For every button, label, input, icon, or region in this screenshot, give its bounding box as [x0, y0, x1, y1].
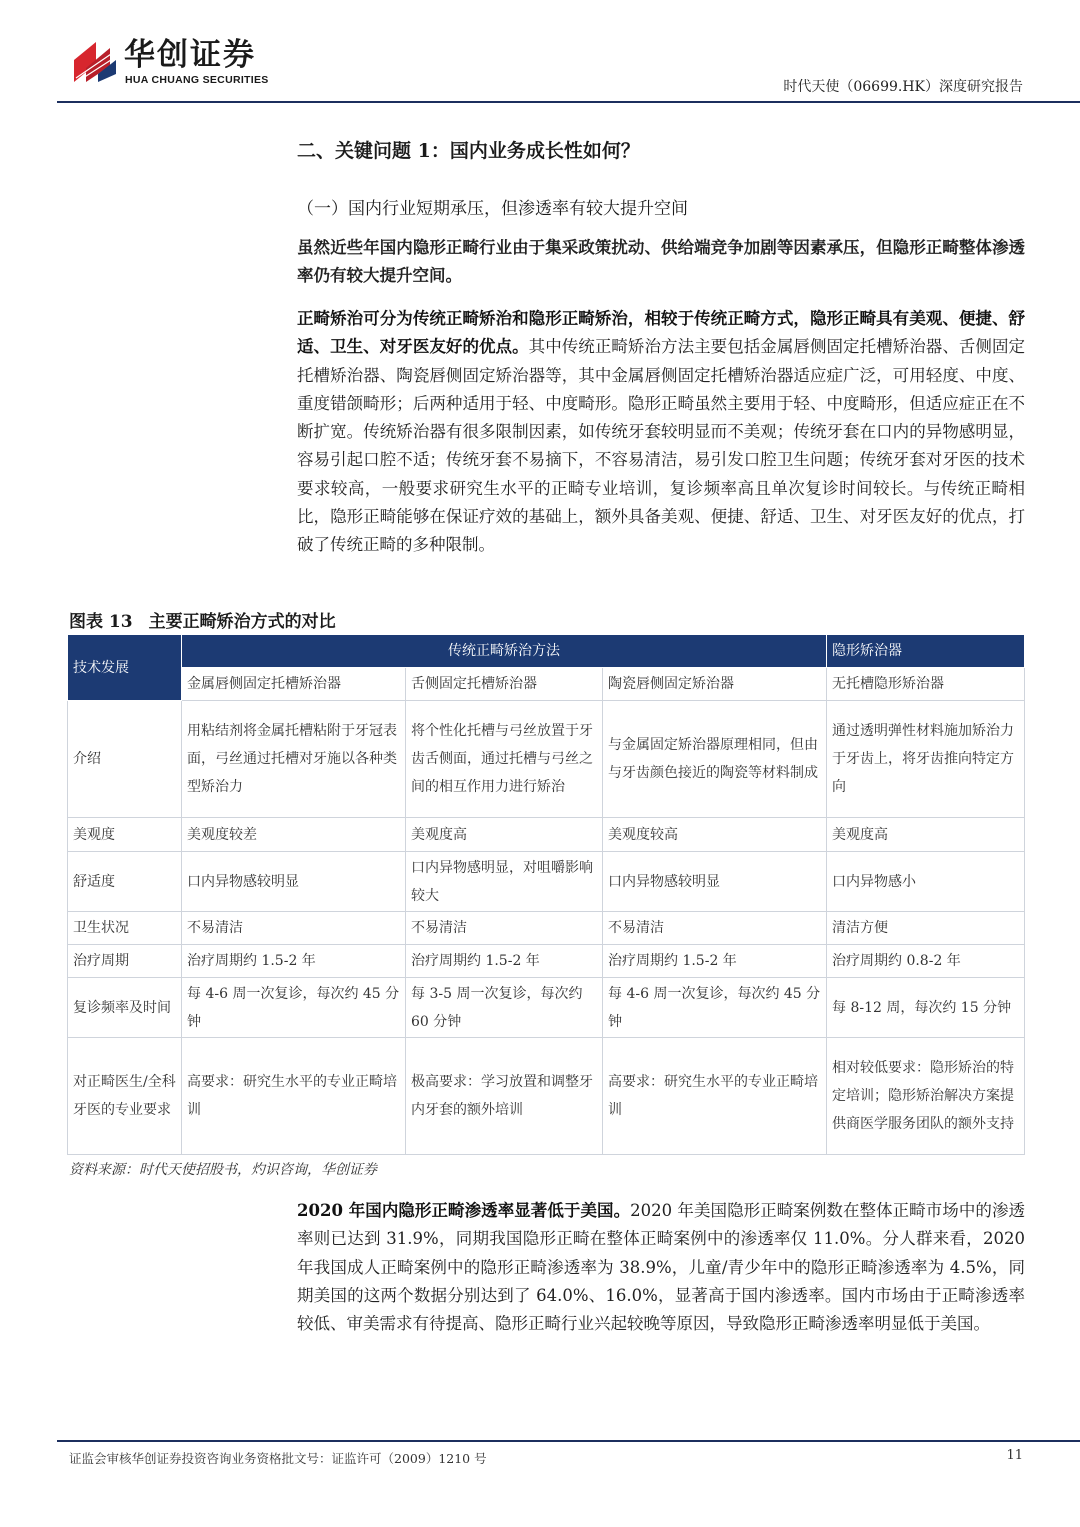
table-cell: 口内异物感明显，对咀嚼影响较大 [406, 852, 603, 912]
table-cell: 每 4-6 周一次复诊，每次约 45 分钟 [182, 978, 406, 1038]
table-cell: 将个性化托槽与弓丝放置于牙齿舌侧面，通过托槽与弓丝之间的相互作用力进行矫治 [406, 701, 603, 818]
logo-text-en: HUA CHUANG SECURITIES [125, 74, 269, 86]
table-row [68, 852, 1025, 912]
paragraph-summary: 虽然近些年国内隐形正畸行业由于集采政策扰动、供给端竞争加剧等因素承压，但隐形正畸整体渗透率仍有较大提升空间。 [297, 238, 1025, 286]
table-column-header: 无托槽隐形矫治器 [827, 668, 1025, 701]
table-cell: 每 4-6 周一次复诊，每次约 45 分钟 [603, 978, 827, 1038]
table-cell: 美观度高 [827, 818, 1025, 852]
table-column-header: 金属唇侧固定托槽矫治器 [182, 668, 406, 701]
table-cell: 不易清洁 [603, 912, 827, 945]
table-cell: 口内异物感较明显 [182, 852, 406, 912]
table-row [68, 945, 1025, 978]
table-cell: 高要求：研究生水平的专业正畸培训 [603, 1038, 827, 1155]
table-corner-cell: 技术发展 [68, 635, 182, 701]
logo-text-cn: 华创证券 [124, 37, 256, 73]
table-cell: 治疗周期约 1.5-2 年 [406, 945, 603, 978]
page-header [0, 0, 1080, 104]
figure-title [69, 607, 336, 632]
table-cell: 相对较低要求：隐形矫治的特定培训；隐形矫治解决方案提供商医学服务团队的额外支持 [827, 1038, 1025, 1155]
table-row [68, 701, 1025, 818]
table-row-label: 复诊频率及时间 [68, 978, 182, 1038]
table-cell: 口内异物感小 [827, 852, 1025, 912]
figure-source: 资料来源：时代天使招股书，灼识咨询，华创证券 [69, 1162, 377, 1178]
table-cell: 不易清洁 [182, 912, 406, 945]
table-cell: 美观度较高 [603, 818, 827, 852]
table-row-label: 对正畸医生/全科牙医的专业要求 [68, 1038, 182, 1155]
table-cell: 治疗周期约 1.5-2 年 [603, 945, 827, 978]
table-row-label: 美观度 [68, 818, 182, 852]
table-cell: 极高要求：学习放置和调整牙内牙套的额外培训 [406, 1038, 603, 1155]
footer-license: 证监会审核华创证券投资咨询业务资格批文号：证监许可（2009）1210 号 [69, 1451, 487, 1466]
footer-divider [57, 1440, 1080, 1442]
table-row-label: 舒适度 [68, 852, 182, 912]
table-group-traditional: 传统正畸矫治方法 [182, 635, 827, 668]
table-row [68, 978, 1025, 1038]
table-cell: 清洁方便 [827, 912, 1025, 945]
table-row [68, 912, 1025, 945]
table-column-header: 陶瓷唇侧固定矫治器 [603, 668, 827, 701]
report-title: 时代天使（06699.HK）深度研究报告 [783, 79, 1023, 95]
table-subheader-row [68, 668, 1025, 701]
paragraph-lead: 2020 年国内隐形正畸渗透率显著低于美国。 [297, 1201, 631, 1220]
table-cell: 高要求：研究生水平的专业正畸培训 [182, 1038, 406, 1155]
table-cell: 口内异物感较明显 [603, 852, 827, 912]
paragraph-lead: 正畸矫治可分为传统正畸矫治和隐形正畸矫治，相较于传统正畸方式，隐形正畸具有美观、便捷、舒适、卫生、对牙医友好的优点。 [297, 309, 1025, 357]
table-cell: 美观度较差 [182, 818, 406, 852]
table-row [68, 1038, 1025, 1155]
table-cell: 用粘结剂将金属托槽粘附于牙冠表面，弓丝通过托槽对牙施以各种类型矫治力 [182, 701, 406, 818]
figure-caption: 主要正畸矫治方式的对比 [148, 612, 336, 632]
header-divider [57, 101, 1080, 103]
table-cell: 不易清洁 [406, 912, 603, 945]
paragraph-penetration [297, 1197, 1025, 1338]
table-cell: 每 8-12 周，每次约 15 分钟 [827, 978, 1025, 1038]
table-column-header: 舌侧固定托槽矫治器 [406, 668, 603, 701]
page-number: 11 [1006, 1448, 1023, 1463]
comparison-table [67, 634, 1025, 1155]
paragraph-comparison [297, 305, 1025, 560]
table-cell: 通过透明弹性材料施加矫治力于牙齿上，将牙齿推向特定方向 [827, 701, 1025, 818]
company-logo-icon [70, 38, 118, 86]
section-heading: 二、关键问题 1：国内业务成长性如何？ [297, 140, 640, 162]
subsection-heading: （一）国内行业短期承压，但渗透率有较大提升空间 [297, 199, 688, 219]
table-header-row [68, 635, 1025, 668]
table-row-label: 卫生状况 [68, 912, 182, 945]
table-row [68, 818, 1025, 852]
table-row-label: 治疗周期 [68, 945, 182, 978]
paragraph-body: 其中传统正畸矫治方法主要包括金属唇侧固定托槽矫治器、舌侧固定托槽矫治器、陶瓷唇侧固定矫治器等，其中金属唇侧固定托槽矫治器适应症广泛，可用轻度、中度、重度错颌畸形；后两种适用于轻、中度畸形。隐形正畸虽然主要用于轻、中度畸形，但适应症正在不断扩宽。传统矫治器有很多限制因素，如传统牙套较明显而不美观；传统牙套在口内的异物感明显，容易引起口腔不适；传统牙套不易摘下，不容易清洁，易引发口腔卫生问题；传统牙套对牙医的技术要求较高，一般要求研究生水平的正畸专业培训，复诊频率高且单次复诊时间较长。与传统正畸相比，隐形正畸能够在保证疗效的基础上，额外具备美观、便捷、舒适、卫生、对牙医友好的优点，打破了传统正畸的多种限制。 [297, 337, 1026, 555]
table-cell: 每 3-5 周一次复诊，每次约 60 分钟 [406, 978, 603, 1038]
table-cell: 与金属固定矫治器原理相同，但由与牙齿颜色接近的陶瓷等材料制成 [603, 701, 827, 818]
table-group-invisible: 隐形矫治器 [827, 635, 1025, 668]
table-row-label: 介绍 [68, 701, 182, 818]
table-cell: 美观度高 [406, 818, 603, 852]
paragraph-body: 2020 年美国隐形正畸案例数在整体正畸市场中的渗透率则已达到 31.9%，同期我国隐形正畸在整体正畸案例中的渗透率仅 11.0%。分人群来看，2020 年我国成人正畸案例中的隐形正畸渗透率为 38.9%，儿童/青少年中的隐形正畸渗透率为 4.5%，同期美国的这两个数据分别达到了 64.0%、16.0%，显著高于国内渗透率。国内市场由于正畸渗透率较低、审美需求有待提高、隐形正畸行业兴起较晚等原因，导致隐形正畸渗透率明显低于美国。 [297, 1201, 1025, 1334]
figure-label: 图表 13 [69, 612, 133, 632]
table-cell: 治疗周期约 0.8-2 年 [827, 945, 1025, 978]
table-cell: 治疗周期约 1.5-2 年 [182, 945, 406, 978]
